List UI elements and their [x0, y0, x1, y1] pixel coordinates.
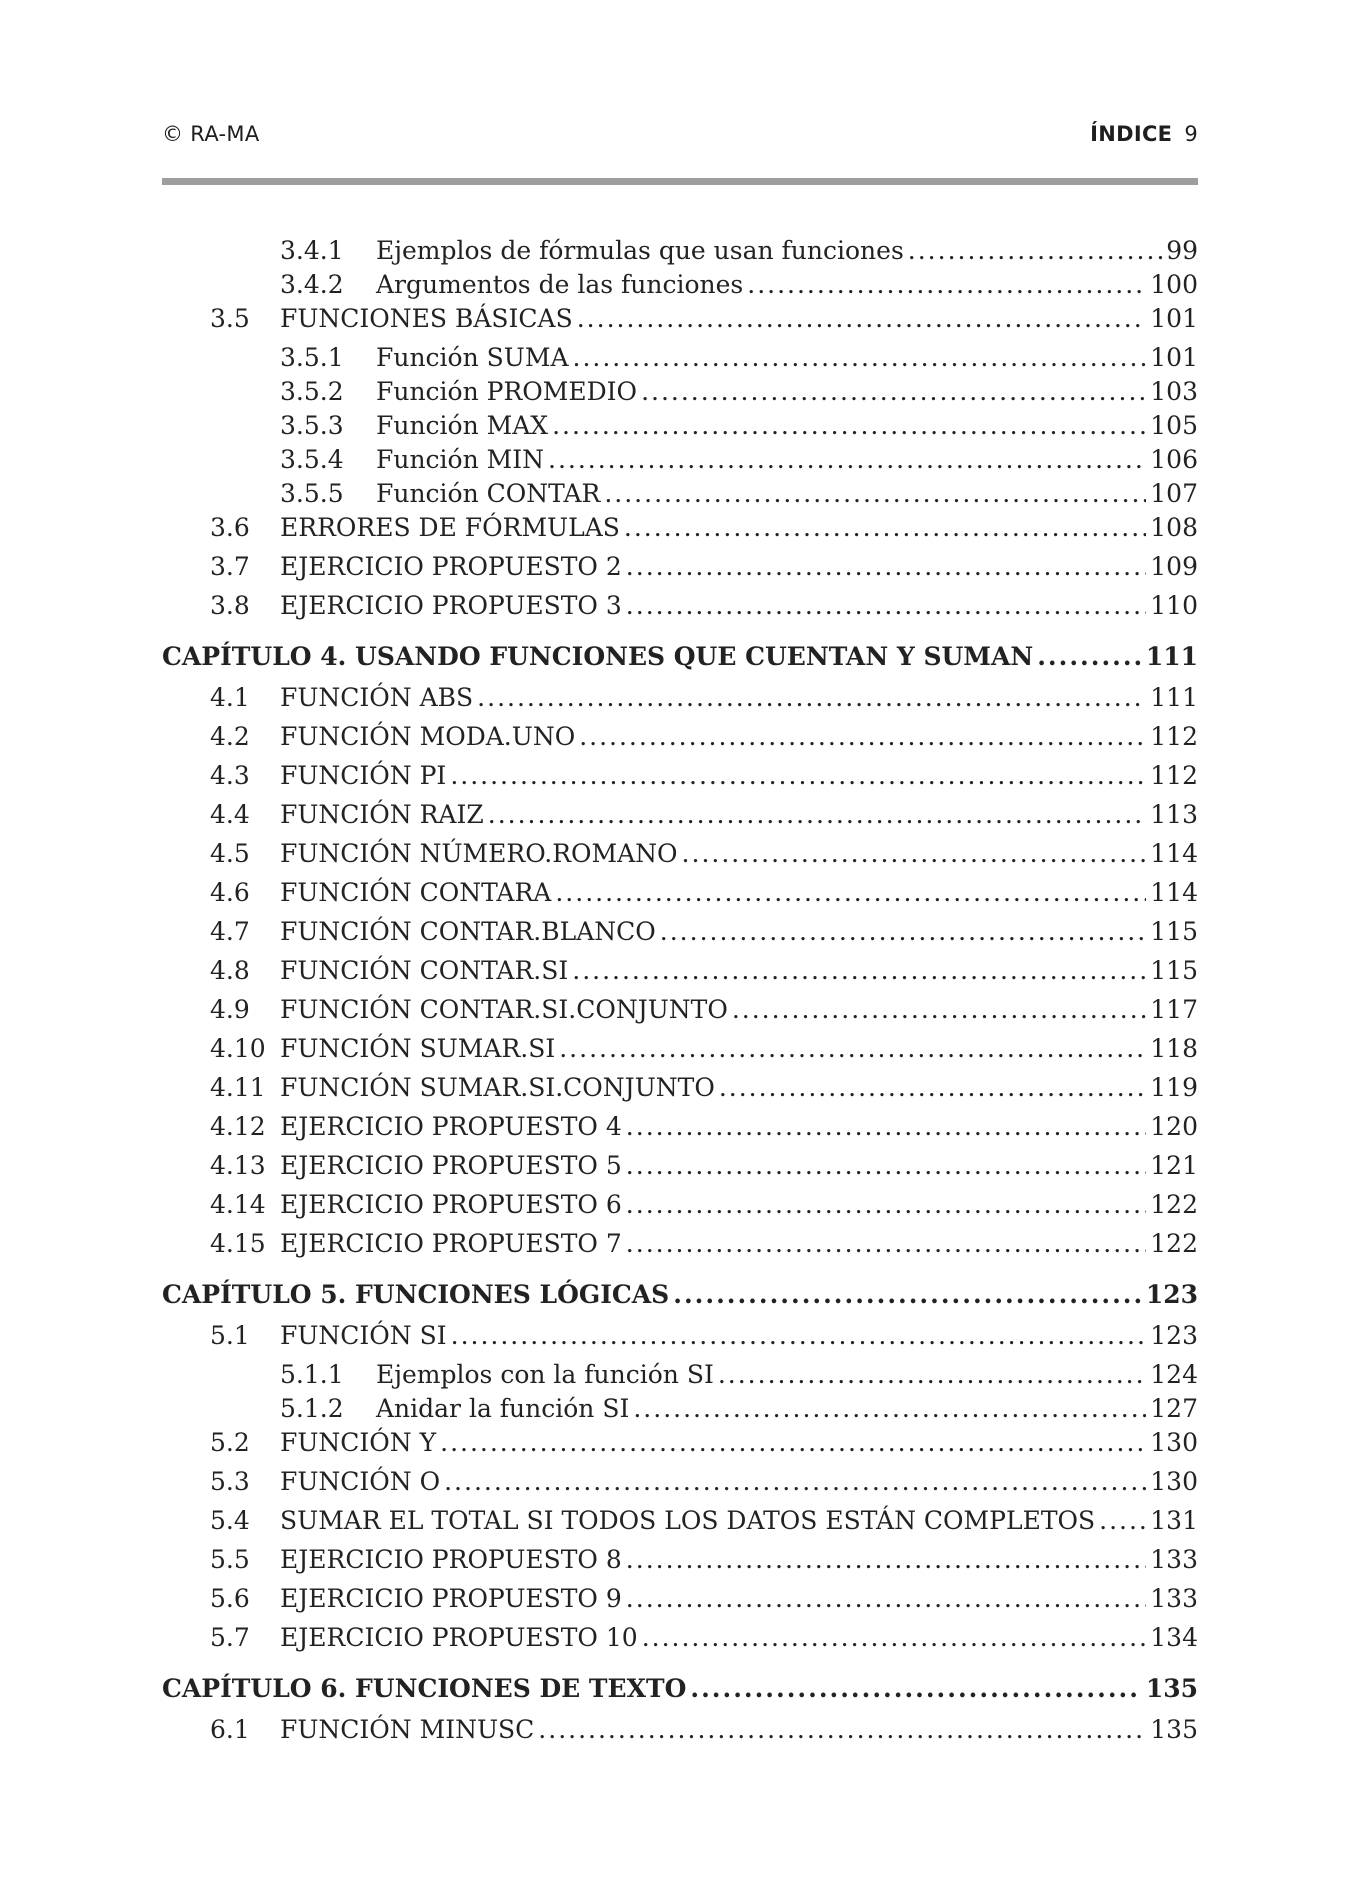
publisher-copyright: © RA-MA [162, 122, 260, 146]
toc-entry-page: 111 [1145, 642, 1198, 671]
dot-leader [626, 1545, 1146, 1575]
dot-leader [642, 1623, 1147, 1653]
toc-chapter [162, 1280, 1198, 1319]
toc-entry-page: 99 [1166, 236, 1198, 265]
toc-entry-page: 133 [1150, 1584, 1198, 1613]
toc-entry-number: 3.4.1 [280, 236, 344, 265]
dot-leader [732, 995, 1146, 1025]
toc-entry-number: 5.2 [210, 1428, 250, 1457]
toc-entry-title: FUNCIÓN MINUSC [280, 1715, 535, 1744]
toc-entry-title: FUNCIÓN O [280, 1467, 441, 1496]
toc-entry-title: EJERCICIO PROPUESTO 5 [280, 1151, 622, 1180]
toc-entry [162, 513, 1198, 552]
toc-entry-page: 127 [1150, 1394, 1198, 1423]
toc-entry-number: 3.5.1 [280, 343, 344, 372]
toc-entry [162, 1034, 1198, 1073]
toc-entry-page: 100 [1150, 270, 1198, 299]
toc-entry-title: FUNCIÓN CONTAR.BLANCO [280, 917, 656, 946]
toc-entry-number: 4.1 [210, 683, 250, 712]
toc-entry [162, 236, 1198, 270]
toc-entry-page: 122 [1150, 1190, 1198, 1219]
toc-entry [162, 591, 1198, 630]
toc-entry-title: EJERCICIO PROPUESTO 2 [280, 552, 622, 581]
toc-entry-title: Anidar la función SI [376, 1394, 630, 1423]
toc-entry-title: EJERCICIO PROPUESTO 9 [280, 1584, 622, 1613]
toc-entry-title: EJERCICIO PROPUESTO 7 [280, 1229, 622, 1258]
toc-entry-number: 5.1.1 [280, 1360, 344, 1389]
dot-leader [624, 513, 1146, 543]
toc-entry [162, 800, 1198, 839]
toc-entry [162, 1360, 1198, 1394]
toc-entry [162, 479, 1198, 513]
toc-entry [162, 722, 1198, 761]
toc-entry-page: 118 [1150, 1034, 1198, 1063]
dot-leader [573, 343, 1147, 373]
toc-entry-number: 3.5 [210, 304, 250, 333]
toc-entry-title: Ejemplos de fórmulas que usan funciones [376, 236, 904, 265]
toc-entry-page: 130 [1150, 1467, 1198, 1496]
toc-entry [162, 1394, 1198, 1428]
toc-entry-number: 4.4 [210, 800, 250, 829]
toc-entry-page: 133 [1150, 1545, 1198, 1574]
page-number: 9 [1184, 122, 1198, 146]
toc-entry-number: 4.14 [210, 1190, 266, 1219]
toc-entry-page: 122 [1150, 1229, 1198, 1258]
toc-entry [162, 270, 1198, 304]
toc-entry [162, 1428, 1198, 1467]
toc-entry-title: Argumentos de las funciones [376, 270, 744, 299]
toc-entry [162, 956, 1198, 995]
toc-entry-number: 4.7 [210, 917, 250, 946]
dot-leader [682, 839, 1147, 869]
toc-entry-number: 4.12 [210, 1112, 266, 1141]
toc-entry-title: CAPÍTULO 4. USANDO FUNCIONES QUE CUENTAN Y SUMAN [162, 642, 1034, 671]
toc-entry-number: 3.6 [210, 513, 250, 542]
toc-entry [162, 995, 1198, 1034]
toc-entry-number: 4.6 [210, 878, 250, 907]
toc-entry-title: FUNCIÓN ABS [280, 683, 474, 712]
toc-entry-number: 5.6 [210, 1584, 250, 1613]
toc-entry [162, 304, 1198, 343]
toc-entry-title: EJERCICIO PROPUESTO 6 [280, 1190, 622, 1219]
toc-entry-title: Función MIN [376, 445, 544, 474]
toc-entry [162, 839, 1198, 878]
toc-entry-number: 5.1.2 [280, 1394, 344, 1423]
dot-leader [718, 1360, 1146, 1390]
dot-leader [572, 956, 1146, 986]
toc-entry-title: FUNCIÓN NÚMERO.ROMANO [280, 839, 678, 868]
toc-entry-number: 4.13 [210, 1151, 266, 1180]
toc-entry-page: 114 [1150, 839, 1198, 868]
dot-leader [626, 552, 1146, 582]
header-rule [162, 178, 1198, 185]
toc-entry-number: 3.5.2 [280, 377, 344, 406]
dot-leader [577, 304, 1147, 334]
toc-entry [162, 445, 1198, 479]
toc-entry-number: 5.1 [210, 1321, 250, 1350]
dot-leader [440, 1428, 1146, 1458]
toc-entry-page: 134 [1150, 1623, 1198, 1652]
toc-entry-title: FUNCIÓN SUMAR.SI.CONJUNTO [280, 1073, 715, 1102]
toc-entry-number: 5.4 [210, 1506, 250, 1535]
toc-entry-title: EJERCICIO PROPUESTO 3 [280, 591, 622, 620]
dot-leader [1037, 642, 1142, 672]
toc-entry-number: 5.7 [210, 1623, 250, 1652]
toc-entry-page: 107 [1150, 479, 1198, 508]
toc-entry-page: 121 [1150, 1151, 1198, 1180]
toc-entry-number: 4.11 [210, 1073, 266, 1102]
toc-entry [162, 552, 1198, 591]
dot-leader [641, 377, 1146, 407]
toc-entry-number: 3.8 [210, 591, 250, 620]
toc-entry-page: 105 [1150, 411, 1198, 440]
toc-entry-title: FUNCIÓN Y [280, 1428, 437, 1457]
toc-entry [162, 1715, 1198, 1754]
toc-entry-title: EJERCICIO PROPUESTO 8 [280, 1545, 622, 1574]
toc-entry-page: 130 [1150, 1428, 1198, 1457]
toc-entry [162, 1073, 1198, 1112]
dot-leader [626, 1190, 1146, 1220]
dot-leader [626, 1584, 1146, 1614]
toc-entry-page: 113 [1150, 800, 1198, 829]
toc-entry-title: EJERCICIO PROPUESTO 10 [280, 1623, 638, 1652]
toc-entry-page: 117 [1150, 995, 1198, 1024]
dot-leader [559, 1034, 1146, 1064]
toc-entry-number: 6.1 [210, 1715, 250, 1744]
dot-leader [604, 479, 1146, 509]
toc-entry-page: 108 [1150, 513, 1198, 542]
toc-entry-number: 4.8 [210, 956, 250, 985]
toc-entry-page: 135 [1145, 1674, 1198, 1703]
page-header [162, 116, 1198, 156]
toc-entry-page: 101 [1150, 343, 1198, 372]
toc-entry [162, 1151, 1198, 1190]
toc-entry-page: 115 [1150, 917, 1198, 946]
toc-entry [162, 1584, 1198, 1623]
toc-entry-page: 106 [1150, 445, 1198, 474]
toc-entry [162, 1229, 1198, 1268]
running-head [1090, 122, 1198, 146]
toc-entry-number: 3.5.3 [280, 411, 344, 440]
toc-entry-number: 3.5.4 [280, 445, 344, 474]
dot-leader [477, 683, 1146, 713]
toc-entry [162, 1467, 1198, 1506]
toc-entry-title: Función MAX [376, 411, 549, 440]
toc-chapter [162, 642, 1198, 681]
dot-leader [538, 1715, 1146, 1745]
toc-entry-page: 112 [1150, 722, 1198, 751]
toc-entry-page: 111 [1150, 683, 1198, 712]
dot-leader [1099, 1506, 1146, 1536]
dot-leader [690, 1674, 1141, 1704]
toc-entry-page: 124 [1150, 1360, 1198, 1389]
toc-entry-page: 131 [1150, 1506, 1198, 1535]
toc-entry-title: Función CONTAR [376, 479, 601, 508]
dot-leader [660, 917, 1147, 947]
dot-leader [451, 1321, 1147, 1351]
toc-entry [162, 683, 1198, 722]
toc-entry-number: 5.5 [210, 1545, 250, 1574]
toc-entry-title: FUNCIÓN RAIZ [280, 800, 484, 829]
toc-entry-title: FUNCIÓN CONTARA [280, 878, 552, 907]
toc-entry-title: FUNCIÓN MODA.UNO [280, 722, 576, 751]
toc-entry [162, 1190, 1198, 1229]
toc-entry-title: FUNCIÓN CONTAR.SI [280, 956, 569, 985]
toc-entry-title: Función PROMEDIO [376, 377, 638, 406]
dot-leader [450, 761, 1146, 791]
toc-entry-page: 123 [1145, 1280, 1198, 1309]
dot-leader [626, 1151, 1146, 1181]
toc-entry-title: SUMAR EL TOTAL SI TODOS LOS DATOS ESTÁN COMPLETOS [280, 1506, 1096, 1535]
toc-entry-page: 109 [1150, 552, 1198, 581]
toc-entry-number: 3.5.5 [280, 479, 344, 508]
toc-entry-page: 101 [1150, 304, 1198, 333]
toc-entry-number: 4.2 [210, 722, 250, 751]
toc-entry-title: FUNCIÓN CONTAR.SI.CONJUNTO [280, 995, 728, 1024]
toc-entry [162, 1321, 1198, 1360]
toc-entry-page: 123 [1150, 1321, 1198, 1350]
toc-entry [162, 377, 1198, 411]
toc-entry [162, 343, 1198, 377]
toc-entry [162, 1112, 1198, 1151]
table-of-contents [162, 236, 1198, 1754]
dot-leader [626, 1229, 1146, 1259]
toc-entry-page: 119 [1150, 1073, 1198, 1102]
dot-leader [626, 1112, 1146, 1142]
toc-entry [162, 1506, 1198, 1545]
toc-entry-page: 114 [1150, 878, 1198, 907]
toc-entry-number: 4.5 [210, 839, 250, 868]
toc-entry [162, 878, 1198, 917]
toc-entry-number: 4.3 [210, 761, 250, 790]
toc-entry [162, 1623, 1198, 1662]
toc-entry-number: 4.10 [210, 1034, 266, 1063]
toc-entry-page: 103 [1150, 377, 1198, 406]
toc-entry-title: ERRORES DE FÓRMULAS [280, 513, 620, 542]
dot-leader [552, 411, 1146, 441]
toc-entry [162, 761, 1198, 800]
toc-entry-title: FUNCIÓN SI [280, 1321, 447, 1350]
toc-entry [162, 411, 1198, 445]
toc-chapter [162, 1674, 1198, 1713]
toc-entry [162, 1545, 1198, 1584]
toc-entry-title: Función SUMA [376, 343, 569, 372]
dot-leader [719, 1073, 1146, 1103]
dot-leader [488, 800, 1147, 830]
dot-leader [747, 270, 1146, 300]
toc-entry-title: CAPÍTULO 5. FUNCIONES LÓGICAS [162, 1280, 670, 1309]
toc-entry-number: 3.4.2 [280, 270, 344, 299]
dot-leader [548, 445, 1146, 475]
dot-leader [626, 591, 1146, 621]
toc-entry-page: 120 [1150, 1112, 1198, 1141]
toc-entry-page: 110 [1150, 591, 1198, 620]
toc-entry-page: 115 [1150, 956, 1198, 985]
dot-leader [908, 236, 1162, 266]
toc-entry-number: 4.15 [210, 1229, 266, 1258]
toc-entry-number: 4.9 [210, 995, 250, 1024]
dot-leader [444, 1467, 1146, 1497]
toc-entry-title: FUNCIONES BÁSICAS [280, 304, 573, 333]
section-title: ÍNDICE [1090, 122, 1173, 146]
toc-entry-number: 5.3 [210, 1467, 250, 1496]
toc-entry-title: FUNCIÓN SUMAR.SI [280, 1034, 556, 1063]
toc-entry-title: EJERCICIO PROPUESTO 4 [280, 1112, 622, 1141]
toc-entry-page: 135 [1150, 1715, 1198, 1744]
toc-entry-page: 112 [1150, 761, 1198, 790]
toc-entry-title: CAPÍTULO 6. FUNCIONES DE TEXTO [162, 1674, 687, 1703]
dot-leader [555, 878, 1146, 908]
toc-entry-title: FUNCIÓN PI [280, 761, 447, 790]
toc-entry-title: Ejemplos con la función SI [376, 1360, 714, 1389]
toc-entry-number: 3.7 [210, 552, 250, 581]
dot-leader [673, 1280, 1142, 1310]
dot-leader [579, 722, 1146, 752]
dot-leader [633, 1394, 1146, 1424]
toc-entry [162, 917, 1198, 956]
